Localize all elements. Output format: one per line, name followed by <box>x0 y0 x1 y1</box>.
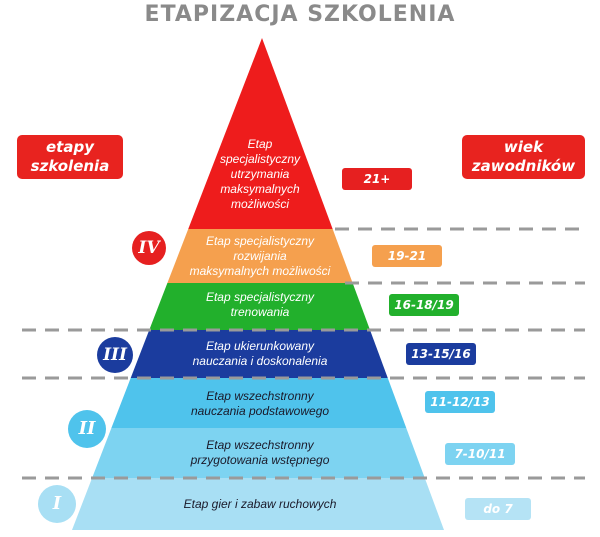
level-text-line: przygotowania wstępnego <box>190 453 330 467</box>
level-text-2 <box>170 234 350 279</box>
level-text-line: Etap ukierunkowany <box>205 339 315 353</box>
level-text-4 <box>150 339 370 369</box>
level-text-line: specjalistyczny <box>219 152 301 166</box>
age-box-3: 16-18/19 <box>389 294 459 316</box>
level-text-line: nauczania i doskonalenia <box>192 354 328 368</box>
level-text-line: maksymalnych <box>220 182 300 196</box>
level-text-line: Etap gier i zabaw ruchowych <box>183 497 337 511</box>
level-text-1 <box>200 137 320 212</box>
right-header-line1: wiek <box>503 138 544 156</box>
right-header <box>462 135 585 179</box>
level-text-line: Etap specjalistyczny <box>205 290 315 304</box>
page-title: ETAPIZACJA SZKOLENIA <box>144 2 456 27</box>
level-text-line: utrzymania <box>230 167 290 181</box>
stage-circle-2: II <box>68 410 106 448</box>
right-header-line2: zawodników <box>471 157 576 175</box>
level-text-line: rozwijania <box>233 249 287 263</box>
age-box-7: do 7 <box>465 498 531 520</box>
level-text-line: nauczania podstawowego <box>190 404 330 418</box>
level-text-line: możliwości <box>230 197 289 211</box>
left-header-line2: szkolenia <box>30 157 110 175</box>
level-text-line: Etap wszechstronny <box>206 438 314 452</box>
stage-circle-1: I <box>38 485 76 523</box>
level-text-7 <box>110 497 410 512</box>
level-text-line: maksymalnych możliwości <box>189 264 331 278</box>
level-text-line: Etap specjalistyczny <box>205 234 315 248</box>
left-header-line1: etapy <box>46 138 94 156</box>
level-text-line: Etap <box>247 137 273 151</box>
age-box-6: 7-10/11 <box>445 443 515 465</box>
level-text-line: Etap wszechstronny <box>206 389 314 403</box>
age-box-5: 11-12/13 <box>425 391 495 413</box>
left-header <box>17 135 123 179</box>
level-text-line: trenowania <box>230 305 290 319</box>
stage-circle-4: IV <box>132 231 166 265</box>
age-box-1: 21+ <box>342 168 412 190</box>
level-text-3 <box>160 290 360 320</box>
age-box-4: 13-15/16 <box>406 343 476 365</box>
level-text-6 <box>125 438 395 468</box>
level-text-5 <box>140 389 380 419</box>
age-box-2: 19-21 <box>372 245 442 267</box>
stage-circle-3: III <box>97 337 133 373</box>
